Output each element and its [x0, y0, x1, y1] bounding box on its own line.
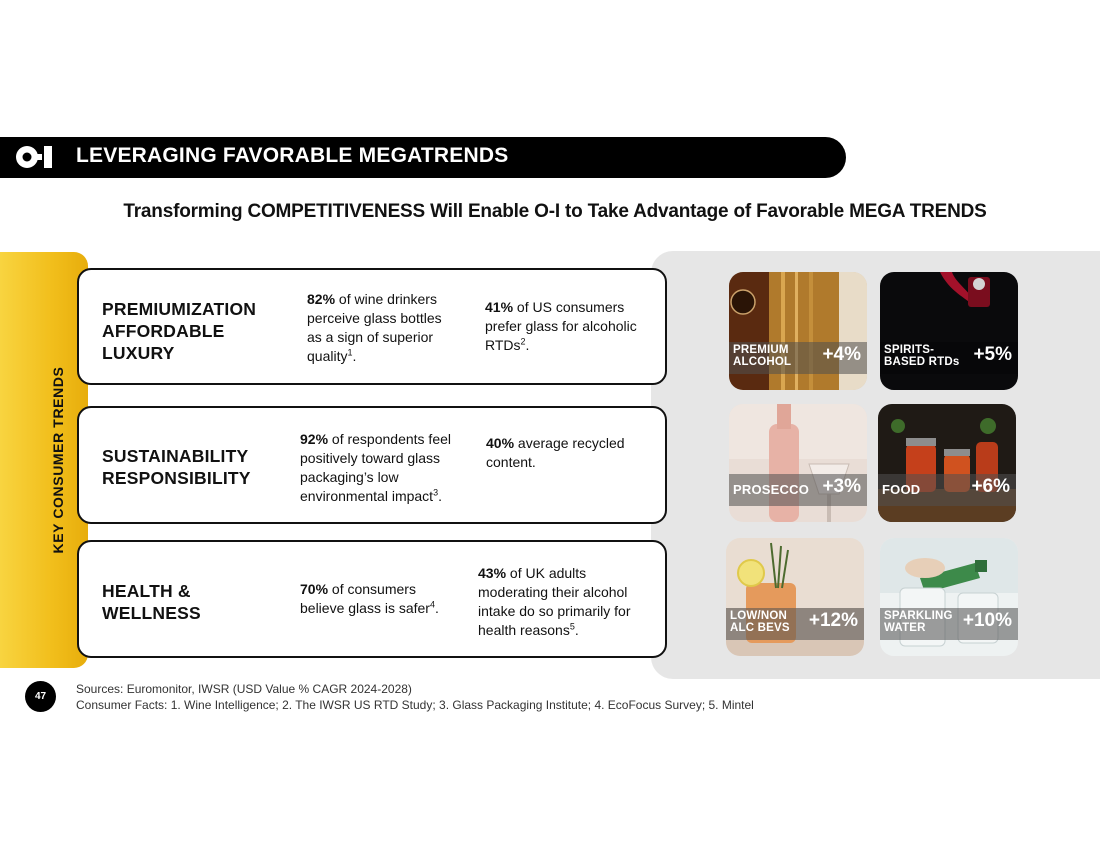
tile-cagr: +4%	[822, 344, 861, 365]
consumer-fact	[486, 434, 651, 472]
oi-logo-icon	[14, 143, 56, 171]
fact-footnote: 1	[347, 347, 353, 358]
fact-end: .	[438, 488, 442, 504]
side-accent-bar	[0, 252, 88, 668]
fact-text: of UK adults moderating their alcohol intake do so primarily for health reasons	[478, 565, 631, 638]
header-banner	[0, 137, 846, 178]
consumer-fact	[478, 564, 653, 640]
fact-end: .	[574, 622, 579, 638]
tile-cagr: +10%	[962, 610, 1012, 631]
consumer-fact	[307, 290, 457, 366]
consumer-fact	[300, 430, 465, 506]
fact-end: .	[525, 337, 530, 353]
tile-label-line: BASED RTDs	[884, 356, 960, 368]
tile-label	[884, 344, 959, 368]
tile-label-line: ALCOHOL	[733, 356, 792, 368]
sources-note	[76, 681, 754, 713]
trend-title-line: WELLNESS	[102, 603, 201, 623]
fact-text: of US consumers prefer glass for alcoholic RTDs	[485, 299, 637, 353]
trend-card-health	[77, 540, 667, 658]
tile-label-line: ALC BEVS	[730, 622, 790, 634]
tile-label-line: SPIRITS-	[884, 344, 935, 356]
page-number-badge: 47	[25, 681, 56, 712]
tile-label-line: PREMIUM	[733, 344, 789, 356]
fact-text: of consumers believe glass is safer	[300, 581, 430, 616]
fact-stat: 43%	[478, 565, 507, 581]
tile-label-line: PROSECCO	[733, 482, 810, 497]
fact-stat: 40%	[486, 435, 515, 451]
fact-stat: 92%	[300, 431, 329, 447]
sources-line: Sources: Euromonitor, IWSR (USD Value % CAGR 2024-2028)	[76, 682, 412, 696]
fact-footnote: 2	[520, 336, 526, 347]
fact-text: average recycled content.	[486, 435, 625, 470]
megatrend-photo-panel	[651, 251, 1100, 679]
tile-label-line: SPARKLING	[884, 610, 953, 622]
tile-label	[884, 610, 953, 634]
consumer-fact	[485, 298, 650, 355]
tile-spirits-rtds	[880, 272, 1018, 390]
fact-text: of respondents feel positively toward glass packaging’s low environmental impact	[300, 431, 452, 504]
trend-title-line: RESPONSIBILITY	[102, 468, 251, 488]
tile-label	[733, 484, 809, 496]
subtitle: Transforming COMPETITIVENESS Will Enable O-I to Take Advantage of Favorable MEGA TRENDS	[123, 201, 987, 222]
tile-cagr: +6%	[971, 476, 1010, 497]
tile-label-line: WATER	[884, 622, 926, 634]
fact-footnote: 4	[429, 599, 435, 610]
fact-footnote: 3	[433, 487, 439, 498]
tile-premium-alcohol	[729, 272, 867, 390]
trend-card-premiumization	[77, 268, 667, 385]
page-title: LEVERAGING FAVORABLE MEGATRENDS	[76, 144, 509, 167]
fact-end: .	[434, 600, 439, 616]
fact-stat: 82%	[307, 291, 336, 307]
tile-food	[878, 404, 1016, 522]
tile-label	[730, 610, 790, 634]
key-consumer-trends-label: KEY CONSUMER TRENDS	[50, 366, 66, 554]
tile-sparkling-water	[880, 538, 1018, 656]
sources-line: Consumer Facts: 1. Wine Intelligence; 2. The IWSR US RTD Study; 3. Glass Packaging Institute; 4. EcoFocus Survey; 5. Mintel	[76, 698, 754, 712]
fact-stat: 41%	[485, 299, 514, 315]
trend-title	[102, 445, 251, 489]
tile-label-line: LOW/NON	[730, 610, 787, 622]
trend-title-line: SUSTAINABILITY	[102, 446, 249, 466]
tile-label-line: FOOD	[882, 482, 921, 497]
trend-title-line: AFFORDABLE	[102, 321, 225, 341]
tile-cagr: +3%	[822, 476, 861, 497]
fact-text: of wine drinkers perceive glass bottles as a sign of superior quality	[307, 291, 442, 364]
trend-title-line: PREMIUMIZATION	[102, 299, 257, 319]
fact-stat: 70%	[300, 581, 329, 597]
tile-label	[733, 344, 791, 368]
trend-title	[102, 298, 256, 364]
trend-title-line: HEALTH &	[102, 581, 191, 601]
fact-footnote: 5	[569, 621, 575, 632]
trend-title-line: LUXURY	[102, 343, 175, 363]
tile-low-non-alc	[726, 538, 864, 656]
tile-label	[882, 484, 920, 496]
tile-cagr: +12%	[808, 610, 858, 631]
trend-title	[102, 580, 201, 624]
consumer-fact	[300, 580, 460, 618]
fact-end: .	[352, 348, 357, 364]
tile-prosecco	[729, 404, 867, 522]
trend-card-sustainability	[77, 406, 667, 524]
tile-cagr: +5%	[973, 344, 1012, 365]
